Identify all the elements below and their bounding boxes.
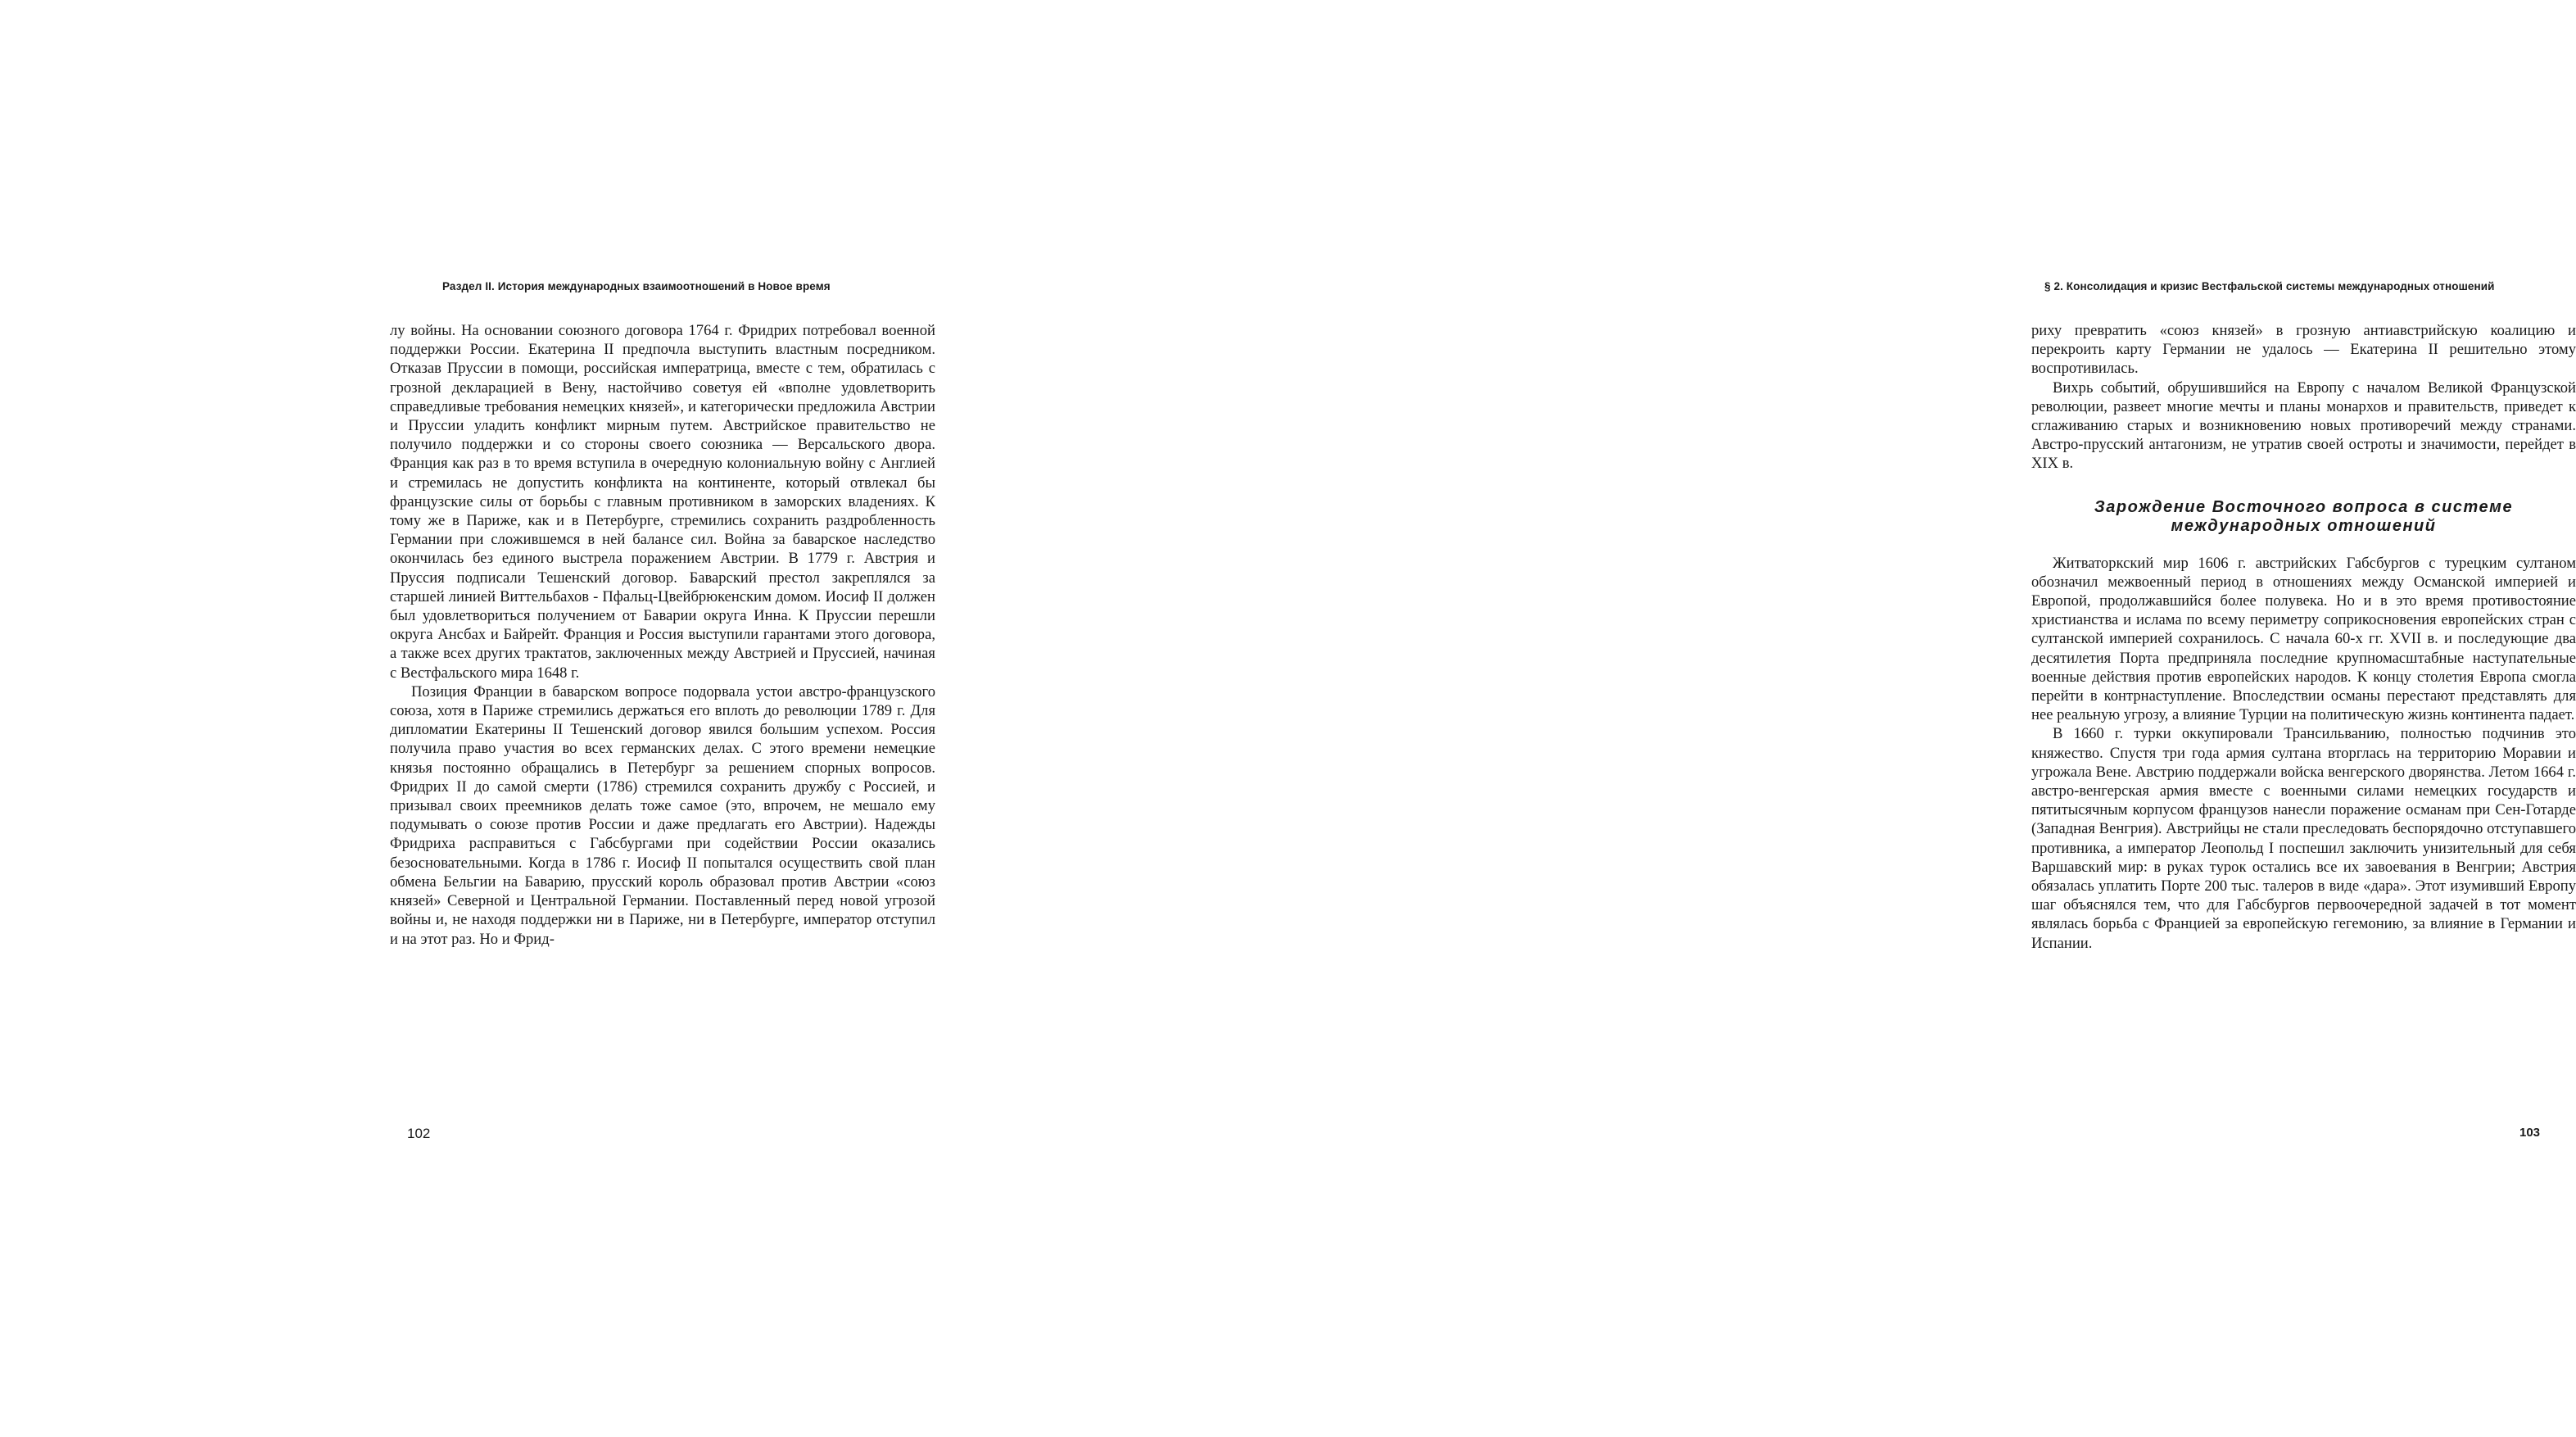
right-paragraph-1: риху превратить «союз князей» в грозную антиавстрийскую коалицию и перекроить карту Германии не удалось — Екатерина II решительно этому воспротивилась. bbox=[2031, 322, 2576, 378]
right-paragraph-4: В 1660 г. турки оккупировали Трансильванию, полностью подчинив это княжество. Спустя три года армия султана вторглась на территорию Моравии и угрожала Вене. Австрию поддержали войска венгерского дворянства. Летом 1664 г. австро-венгерская армия вместе с военными силами немецких государств и пятитысячным корпусом французов нанесли поражение османам при Сен-Готарде (Западная Венгрия). Австрийцы не стали преследовать беспорядочно отступавшего противника, а император Леопольд I поспешил заключить унизительный для себя Варшавский мир: в руках турок остались все их завоевания в Венгрии; Австрия обязалась уплатить Порте 200 тыс. талеров в виде «дара». Этот изумивший Европу шаг объяснялся тем, что для Габсбургов первоочередной задачей в тот момент являлась борьба с Францией за европейскую гегемонию, за влияние в Германии и Испании. bbox=[2031, 725, 2576, 952]
left-paragraph-1: лу войны. На основании союзного договора 1764 г. Фридрих потребовал военной поддержки России. Екатерина II предпочла выступить властным посредником. Отказав Пруссии в помощи, российская императрица, вместе с тем, обратилась с грозной декларацией в Вену, настойчиво советуя ей «вполне удовлетворить справедливые требования немецких князей», и категорически предложила Австрии и Пруссии уладить конфликт мирным путем. Австрийское правительство не получило поддержки и со стороны своего союзника — Версальского двора. Франция как раз в то время вступила в очередную колониальную войну с Англией и стремилась не допустить конфликта на континенте, который отвлекал бы французские силы от борьбы с главным противником в заморских владениях. К тому же в Париже, как и в Петербурге, стремились сохранить раздробленность Германии при сложившемся в ней балансе сил. Война за баварское наследство окончилась без единого выстрела поражением Австрии. В 1779 г. Австрия и Пруссия подписали Тешенский договор. Баварский престол закреплялся за старшей линией Виттельбахов - Пфальц-Цвейбрюкенским домом. Иосиф II должен был удовлетвориться получением от Баварии округа Инна. К Пруссии перешли округа Ансбах и Байрейт. Франция и Россия выступили гарантами этого договора, а также всех других трактатов, заключенных между Австрией и Пруссией, начиная с Вестфальского мира 1648 г. bbox=[390, 322, 935, 682]
right-text-column bbox=[2031, 321, 2576, 953]
left-page-number: 102 bbox=[407, 1126, 431, 1141]
left-paragraph-2: Позиция Франции в баварском вопросе подорвала устои австро-французского союза, хотя в Париже стремились держаться его вплоть до революции 1789 г. Для дипломатии Екатерины II Тешенский договор явился большим успехом. Россия получила право участия во всех германских делах. С этого времени немецкие князья постоянно обращались в Петербург за решением спорных вопросов. Фридрих II до самой смерти (1786) стремился сохранить дружбу с Россией, и призывал своих преемников делать тоже самое (это, впрочем, не мешало ему подумывать о союзе против России и даже предлагать его Австрии). Надежды Фридриха расправиться с Габсбургами при содействии России оказались безосновательными. Когда в 1786 г. Иосиф II попытался осуществить свой план обмена Бельгии на Баварию, прусский король образовал против Австрии «союз князей» Северной и Центральной Германии. Поставленный перед новой угрозой войны и, не находя поддержки ни в Париже, ни в Петербурге, император отступил и на этот раз. Но и Фрид- bbox=[390, 682, 935, 948]
left-running-head: Раздел II. История международных взаимоотношений в Новое время bbox=[442, 280, 831, 292]
section-heading-line-1: Зарождение Восточного вопроса в системе bbox=[2094, 497, 2514, 516]
section-heading-line-2: международных отношений bbox=[2171, 516, 2437, 535]
section-heading bbox=[2031, 498, 2576, 536]
left-page bbox=[0, 0, 1016, 1437]
right-paragraph-2: Вихрь событий, обрушившийся на Европу с началом Великой Французской революции, развеет многие мечты и планы монархов и правительств, приведет к сглаживанию старых и возникновению новых противоречий между странами. Австро-прусский антагонизм, не утратив своей остроты и значимости, перейдет в XIX в. bbox=[2031, 379, 2576, 473]
right-running-head: § 2. Консолидация и кризис Вестфальской системы международных отношений bbox=[2044, 280, 2495, 292]
left-text-column bbox=[390, 321, 935, 949]
right-paragraph-3: Житваторкский мир 1606 г. австрийских Габсбургов с турецким султаном обозначил межвоенный период в отношениях между Османской империей и Европой, продолжавшийся более полувека. Но и в это время противостояние христианства и ислама по всему периметру соприкосновения европейских стран с султанской империей сохранилось. С начала 60-х гг. XVII в. и последующие два десятилетия Порта предприняла последние крупномасштабные наступательные военные действия против европейских народов. К концу столетия Европа смогла перейти в контрнаступление. Впоследствии османы перестают представлять для нее реальную угрозу, а влияние Турции на политическую жизнь континента падает. bbox=[2031, 554, 2576, 724]
right-page-number: 103 bbox=[2519, 1126, 2541, 1140]
right-page bbox=[1016, 0, 2576, 1437]
